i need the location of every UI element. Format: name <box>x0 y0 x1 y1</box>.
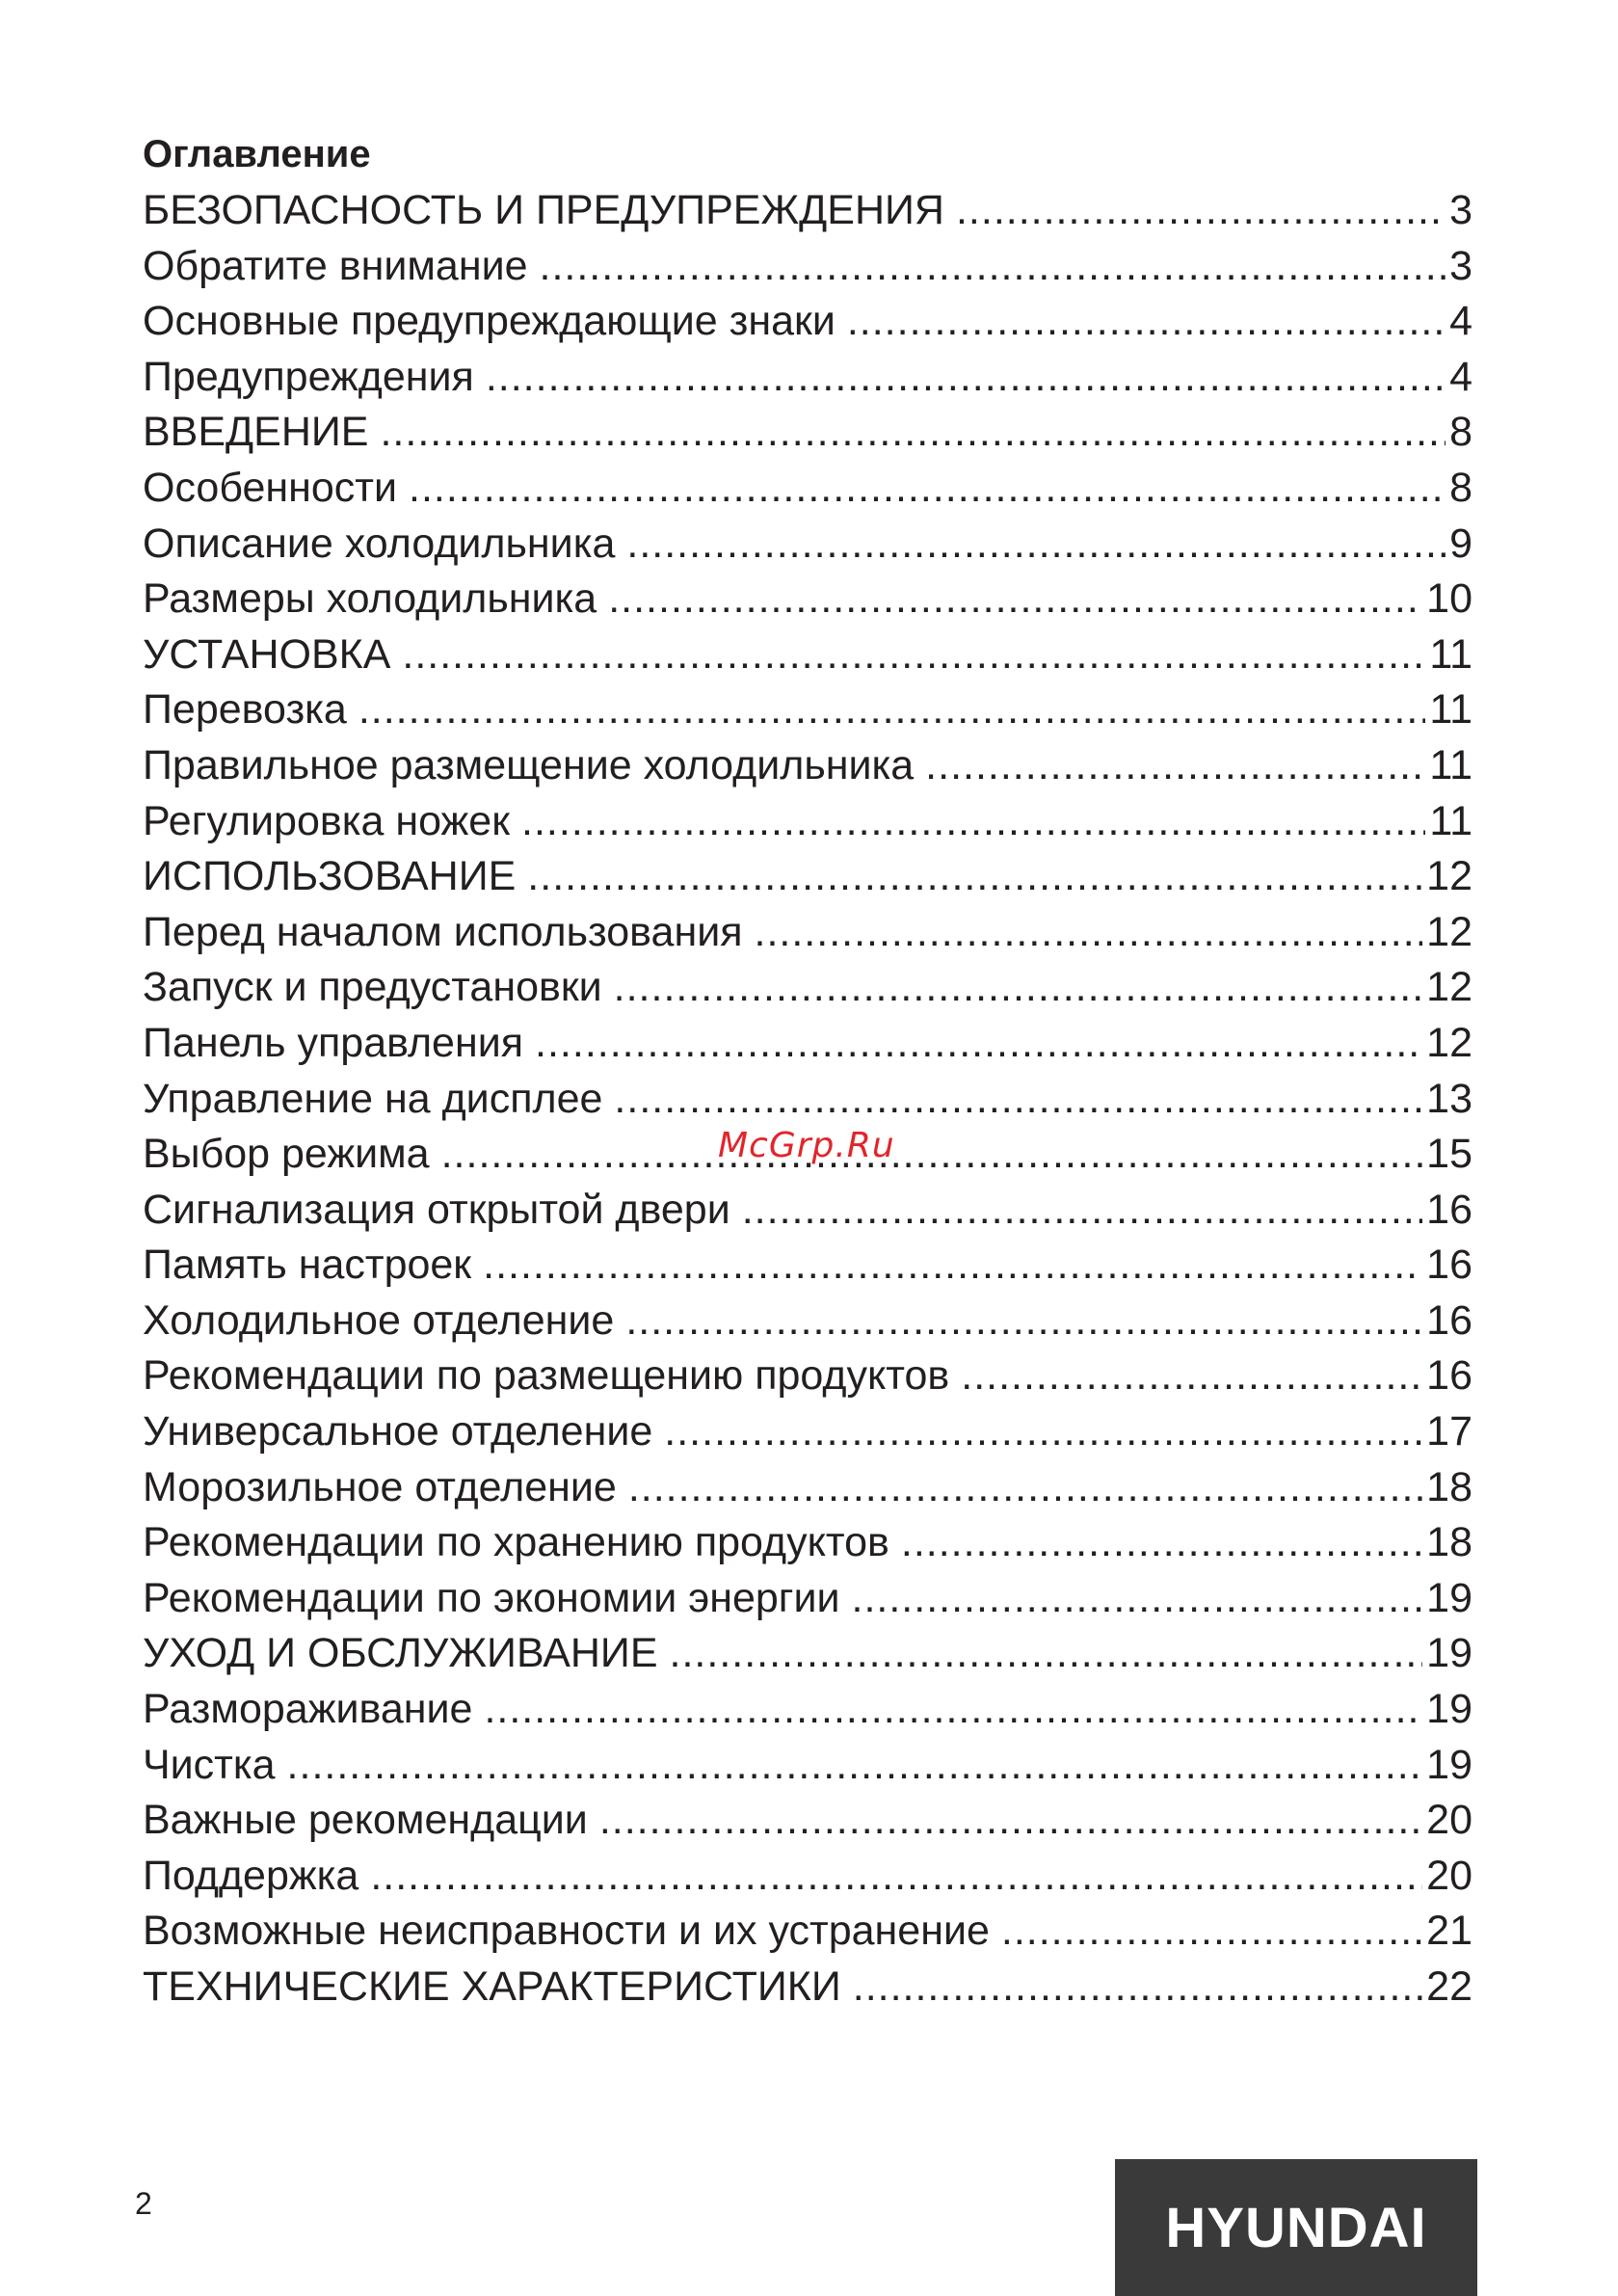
toc-dot-leader <box>852 1571 1423 1627</box>
toc-entry[interactable] <box>143 1515 1472 1571</box>
toc-entry-page: 16 <box>1426 1296 1472 1344</box>
toc-dot-leader <box>853 1960 1422 2016</box>
toc-entry[interactable] <box>143 1571 1472 1627</box>
toc-entry[interactable] <box>143 1016 1472 1072</box>
toc-entry[interactable] <box>143 1183 1472 1239</box>
toc-entry-page: 4 <box>1449 353 1472 400</box>
toc-dot-leader <box>370 1849 1422 1905</box>
toc-entry-page: 12 <box>1426 853 1472 900</box>
toc-entry-page: 12 <box>1426 908 1472 955</box>
toc-dot-leader <box>925 738 1425 794</box>
toc-dot-leader <box>402 627 1425 683</box>
toc-entry[interactable] <box>143 1238 1472 1294</box>
toc-entry-page: 20 <box>1426 1852 1472 1899</box>
toc-entry[interactable] <box>143 794 1472 850</box>
toc-entry-label: Выбор режима <box>143 1131 430 1178</box>
toc-entry-page: 8 <box>1449 409 1472 456</box>
toc-entry[interactable] <box>143 682 1472 738</box>
toc-entry-label: Запуск и предустановки <box>143 964 602 1011</box>
toc-entry-label: Морозильное отделение <box>143 1463 617 1510</box>
toc-entry-page: 13 <box>1426 1075 1472 1122</box>
toc-entry-page: 11 <box>1429 630 1472 678</box>
toc-entry-label: Размеры холодильника <box>143 575 597 623</box>
toc-dot-leader <box>956 183 1446 239</box>
toc-entry-page: 19 <box>1426 1686 1472 1733</box>
toc-dot-leader <box>847 294 1446 350</box>
toc-entry[interactable] <box>143 461 1472 517</box>
toc-dot-leader <box>521 794 1425 850</box>
toc-dot-leader <box>483 1238 1422 1294</box>
toc-dot-leader <box>626 517 1446 573</box>
toc-entry-label: Чистка <box>143 1741 276 1788</box>
toc-entry-label: Обратите внимание <box>143 242 528 289</box>
toc-entry[interactable] <box>143 1072 1472 1128</box>
toc-entry-label: Описание холодильника <box>143 520 616 567</box>
toc-dot-leader <box>901 1515 1422 1571</box>
toc-entry[interactable] <box>143 1960 1472 2016</box>
toc-entry-page: 21 <box>1426 1908 1472 1955</box>
toc-dot-leader <box>540 239 1446 295</box>
toc-entry[interactable] <box>143 627 1472 683</box>
toc-entry-page: 8 <box>1449 464 1472 511</box>
toc-entry[interactable] <box>143 1626 1472 1682</box>
toc-dot-leader <box>614 960 1423 1016</box>
toc-entry[interactable] <box>143 405 1472 461</box>
toc-entry[interactable] <box>143 239 1472 295</box>
toc-entry-label: Предупреждения <box>143 353 474 400</box>
toc-entry-page: 9 <box>1449 520 1472 567</box>
toc-entry-label: Правильное размещение холодильника <box>143 741 915 788</box>
toc-entry-label: ИСПОЛЬЗОВАНИЕ <box>143 853 517 900</box>
toc-entry[interactable] <box>143 350 1472 406</box>
toc-entry-page: 11 <box>1429 686 1472 734</box>
toc-entry-page: 22 <box>1426 1963 1472 2010</box>
toc-entry-page: 11 <box>1429 797 1472 844</box>
toc-dot-leader <box>755 905 1423 961</box>
toc-entry-page: 3 <box>1449 242 1472 289</box>
watermark: McGrp.Ru <box>718 1126 895 1165</box>
toc-entry-label: Возможные неисправности и их устранение <box>143 1908 990 1955</box>
toc-entry-page: 19 <box>1426 1574 1472 1621</box>
toc-entry-label: ТЕХНИЧЕСКИЕ ХАРАКТЕРИСТИКИ <box>143 1963 841 2010</box>
toc-dot-leader <box>441 1127 1423 1183</box>
toc-entry-label: Важные рекомендации <box>143 1797 588 1844</box>
toc-title: Оглавление <box>143 133 371 175</box>
toc-entry[interactable] <box>143 294 1472 350</box>
toc-entry-label: Холодильное отделение <box>143 1296 615 1344</box>
toc-entry-label: Регулировка ножек <box>143 797 511 844</box>
toc-entry-page: 16 <box>1426 1186 1472 1233</box>
toc-entry[interactable] <box>143 517 1472 573</box>
toc-entry-label: Рекомендации по хранению продуктов <box>143 1519 889 1566</box>
toc-entry[interactable] <box>143 1793 1472 1849</box>
toc-entry[interactable] <box>143 849 1472 905</box>
toc-entry-page: 16 <box>1426 1352 1472 1400</box>
toc-list <box>143 183 1472 2016</box>
toc-entry-label: Память настроек <box>143 1241 472 1289</box>
toc-dot-leader <box>380 405 1446 461</box>
toc-entry[interactable] <box>143 1682 1472 1738</box>
toc-entry-label: Основные предупреждающие знаки <box>143 298 836 345</box>
toc-dot-leader <box>961 1348 1422 1404</box>
toc-dot-leader <box>664 1404 1422 1460</box>
table-of-contents <box>143 123 1472 2016</box>
toc-entry-page: 18 <box>1426 1519 1472 1566</box>
toc-entry-label: Перевозка <box>143 686 347 734</box>
toc-entry-label: Универсальное отделение <box>143 1408 653 1455</box>
toc-entry-page: 16 <box>1426 1241 1472 1289</box>
brand-logo-text: HYUNDAI <box>1165 2196 1427 2259</box>
toc-entry-label: Размораживание <box>143 1686 473 1733</box>
toc-entry-page: 3 <box>1449 187 1472 233</box>
toc-entry-page: 19 <box>1426 1741 1472 1788</box>
toc-entry-label: Панель управления <box>143 1019 524 1066</box>
toc-dot-leader <box>535 1016 1422 1072</box>
toc-entry[interactable] <box>143 572 1472 627</box>
toc-entry-page: 11 <box>1429 741 1472 788</box>
toc-entry-label: ВВЕДЕНИЕ <box>143 409 369 456</box>
toc-entry-page: 15 <box>1426 1131 1472 1178</box>
toc-dot-leader <box>358 682 1426 738</box>
toc-entry[interactable] <box>143 183 1472 239</box>
toc-dot-leader <box>527 849 1422 905</box>
toc-entry[interactable] <box>143 1294 1472 1349</box>
toc-dot-leader <box>608 572 1422 627</box>
toc-dot-leader <box>625 1294 1422 1349</box>
toc-entry-page: 10 <box>1426 575 1472 623</box>
toc-dot-leader <box>628 1460 1422 1516</box>
brand-logo <box>1115 2159 1477 2296</box>
toc-dot-leader <box>486 350 1446 406</box>
toc-entry-label: УХОД И ОБСЛУЖИВАНИЕ <box>143 1630 658 1677</box>
toc-entry-label: Управление на дисплее <box>143 1075 603 1122</box>
toc-dot-leader <box>484 1682 1422 1738</box>
toc-entry[interactable] <box>143 905 1472 961</box>
toc-entry[interactable] <box>143 738 1472 794</box>
toc-entry[interactable] <box>143 960 1472 1016</box>
toc-entry[interactable] <box>143 1460 1472 1516</box>
toc-entry-label: Особенности <box>143 464 398 511</box>
toc-entry-page: 12 <box>1426 1019 1472 1066</box>
toc-entry-label: Рекомендации по экономии энергии <box>143 1574 840 1621</box>
toc-entry-label: Поддержка <box>143 1852 359 1899</box>
toc-dot-leader <box>614 1072 1422 1128</box>
toc-entry[interactable] <box>143 1904 1472 1960</box>
toc-entry[interactable] <box>143 1404 1472 1460</box>
toc-entry-label: Рекомендации по размещению продуктов <box>143 1352 950 1400</box>
toc-entry-page: 17 <box>1426 1408 1472 1455</box>
toc-dot-leader <box>1001 1904 1422 1960</box>
toc-entry[interactable] <box>143 1348 1472 1404</box>
toc-entry-label: Перед началом использования <box>143 908 743 955</box>
toc-dot-leader <box>742 1183 1422 1239</box>
toc-entry-page: 4 <box>1449 298 1472 345</box>
toc-entry-label: БЕЗОПАСНОСТЬ И ПРЕДУПРЕЖДЕНИЯ <box>143 187 944 233</box>
toc-entry-label: Сигнализация открытой двери <box>143 1186 730 1233</box>
page-number: 2 <box>135 2186 152 2221</box>
toc-dot-leader <box>409 461 1446 517</box>
toc-dot-leader <box>670 1626 1423 1682</box>
toc-entry-page: 18 <box>1426 1463 1472 1510</box>
toc-entry-label: УСТАНОВКА <box>143 630 391 678</box>
toc-dot-leader <box>287 1738 1423 1794</box>
toc-entry-page: 19 <box>1426 1630 1472 1677</box>
toc-entry-page: 12 <box>1426 964 1472 1011</box>
toc-entry-page: 20 <box>1426 1797 1472 1844</box>
toc-dot-leader <box>599 1793 1422 1849</box>
toc-entry[interactable] <box>143 1849 1472 1905</box>
toc-entry[interactable] <box>143 1738 1472 1794</box>
